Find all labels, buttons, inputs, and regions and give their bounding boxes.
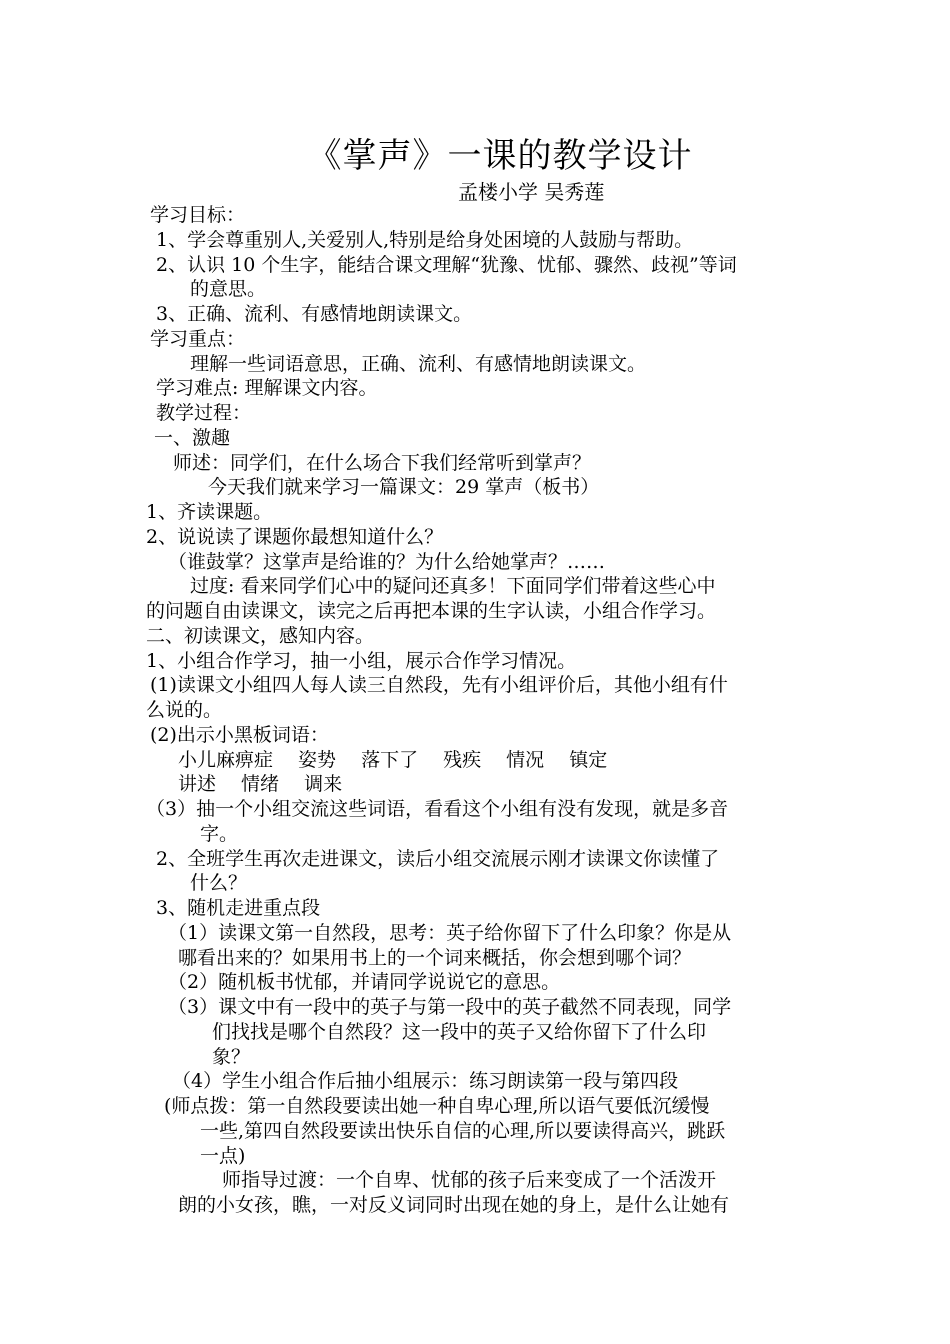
text-line: （3）抽一个小组交流这些词语，看看这个小组有没有发现，就是多音 [146, 798, 729, 820]
text-line: 3、正确、流利、有感情地朗读课文。 [156, 303, 473, 325]
text-line: 教学过程： [156, 402, 252, 424]
text-line: （谁鼓掌？这掌声是给谁的？为什么给她掌声？…… [168, 551, 606, 573]
text-line: 什么？ [190, 872, 248, 894]
vocabulary-words: 小儿麻痹症 姿势 落下了 残疾 情况 镇定 [178, 749, 608, 771]
text-line: 学习难点: 理解课文内容。 [156, 377, 378, 399]
document-author: 孟楼小学 吴秀莲 [458, 180, 605, 204]
text-line: (师点拨：第一自然段要读出她一种自卑心理,所以语气要低沉缓慢 [164, 1095, 710, 1117]
text-line: 师指导过渡：一个自卑、忧郁的孩子后来变成了一个活泼开 [222, 1169, 717, 1191]
text-line: 二、初读课文，感知内容。 [146, 625, 375, 647]
text-line: 过度: 看来同学们心中的疑问还真多！下面同学们带着这些心中 [190, 575, 716, 597]
text-line: 么说的。 [146, 699, 223, 721]
text-line: 2、说说读了课题你最想知道什么？ [146, 526, 444, 548]
text-line: 1、齐读课题。 [146, 501, 273, 523]
text-line: 今天我们就来学习一篇课文：29 掌声（板书） [208, 476, 600, 498]
text-line: (2)出示小黑板词语： [150, 724, 329, 746]
text-line: （3）课文中有一段中的英子与第一段中的英子截然不同表现，同学 [168, 996, 732, 1018]
document-title: 《掌声》一课的教学设计 [307, 136, 693, 176]
text-line: 哪看出来的？如果用书上的一个词来概括，你会想到哪个词？ [178, 947, 692, 969]
text-line: 朗的小女孩，瞧，一对反义词同时出现在她的身上，是什么让她有 [178, 1194, 730, 1216]
text-line: 一些,第四自然段要读出快乐自信的心理,所以要读得高兴，跳跃 [200, 1120, 726, 1142]
text-line: 师述：同学们，在什么场合下我们经常听到掌声？ [173, 452, 592, 474]
text-line: 1、学会尊重别人,关爱别人,特别是给身处困境的人鼓励与帮助。 [156, 229, 694, 251]
text-line: 学习重点： [150, 328, 246, 350]
text-line: （1）读课文第一自然段，思考：英子给你留下了什么印象？你是从 [168, 922, 732, 944]
text-line: 的意思。 [190, 278, 267, 300]
text-line: 2、认识 10 个生字，能结合课文理解“犹豫、忧郁、骤然、歧视”等词 [156, 254, 737, 276]
text-line: (1)读课文小组四人每人读三自然段，先有小组评价后，其他小组有什 [150, 674, 728, 696]
text-line: 一点) [200, 1145, 246, 1167]
text-line: 3、随机走进重点段 [156, 897, 321, 919]
text-line: 2、全班学生再次走进课文，读后小组交流展示刚才读课文你读懂了 [156, 848, 720, 870]
text-line: （4）学生小组合作后抽小组展示：练习朗读第一段与第四段 [172, 1070, 679, 1092]
text-line: 理解一些词语意思，正确、流利、有感情地朗读课文。 [190, 353, 647, 375]
text-line: 学习目标： [150, 204, 246, 226]
text-line: 们找找是哪个自然段？这一段中的英子又给你留下了什么印 [212, 1021, 707, 1043]
text-line: 字。 [200, 823, 239, 845]
text-line: 1、小组合作学习，抽一小组，展示合作学习情况。 [146, 650, 577, 672]
vocabulary-words: 讲述 情绪 调来 [178, 773, 343, 795]
text-line: 象？ [212, 1046, 251, 1068]
text-line: 一、激趣 [154, 427, 231, 449]
text-line: （2）随机板书忧郁，并请同学说说它的意思。 [168, 971, 561, 993]
text-line: 的问题自由读课文，读完之后再把本课的生字认读，小组合作学习。 [146, 600, 717, 622]
